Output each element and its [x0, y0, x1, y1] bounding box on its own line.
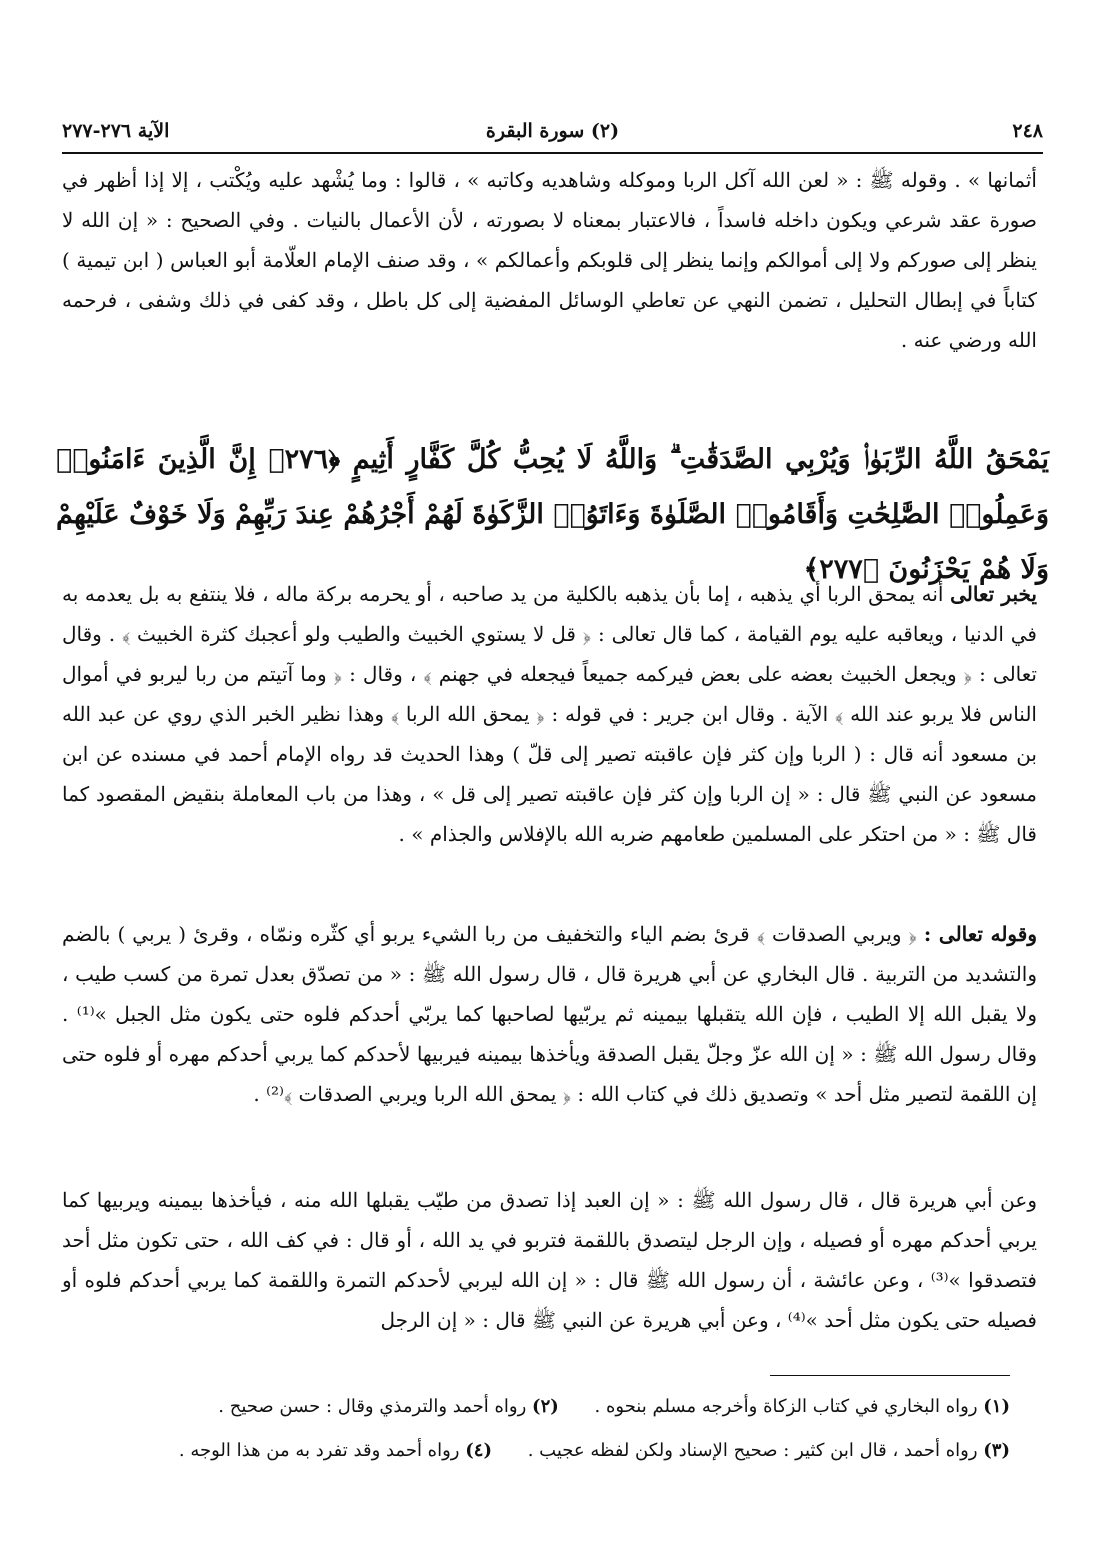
footnote-number: (١) [983, 1396, 1010, 1417]
tafsir-paragraph [62, 1180, 1037, 1340]
footnotes-row [62, 1396, 1010, 1417]
footnote-number: (٤) [465, 1440, 492, 1461]
page-number: ٢٤٨ [1012, 120, 1043, 142]
paragraph-lead: يخبر تعالى [950, 582, 1037, 606]
paragraph-text: أنه يمحق الربا أي يذهبه ، إما بأن يذهبه بالكلية من يد صاحبه ، أو يحرمه بركة ماله ، فلا ينتفع به بل يعدمه به في الدنيا ، ويعاقبه عليه يوم القيامة ، كما قال تعالى : ﴿ قل لا يستوي الخبيث والطيب ولو أعجبك كثرة الخبيث ﴾ . وقال تعالى : ﴿ ويجعل الخبيث بعضه على بعض فيركمه جميعاً فيجعله في جهنم ﴾ ، وقال : ﴿ وما آتيتم من ربا ليربو في أموال الناس فلا يربو عند الله ﴾ الآية . وقال ابن جرير : في قوله : ﴿ يمحق الله الربا ﴾ وهذا نظير الخبر الذي روي عن عبد الله بن مسعود أنه قال : ( الربا وإن كثر فإن عاقبته تصير إلى قلّ ) وهذا الحديث قد رواه الإمام أحمد في مسنده عن ابن مسعود عن النبي ﷺ قال : « إن الربا وإن كثر فإن عاقبته تصير إلى قل » ، وهذا من باب المعاملة بنقيض المقصود كما قال ﷺ : « من احتكر على المسلمين طعامهم ضربه الله بالإفلاس والجذام » . [62, 582, 1037, 846]
footnote-divider [770, 1375, 1010, 1376]
footnotes-row [62, 1440, 1010, 1461]
paragraph-lead: وقوله تعالى : [923, 922, 1037, 946]
footnote [528, 1440, 1010, 1461]
header-divider [62, 152, 1043, 154]
ayah-range: الآية ٢٧٦-٢٧٧ [62, 120, 170, 142]
tafsir-paragraph [62, 574, 1037, 854]
footnote-number: (٣) [983, 1440, 1010, 1461]
tafsir-paragraph [62, 914, 1037, 1114]
footnote-text: رواه أحمد ، قال ابن كثير : صحيح الإسناد ولكن لفظه عجيب . [527, 1440, 978, 1461]
page-header [62, 120, 1043, 150]
footnote [218, 1396, 559, 1417]
footnote-text: رواه أحمد وقد تفرد به من هذا الوجه . [178, 1440, 460, 1461]
footnote [595, 1396, 1010, 1417]
surah-title: (٢) سورة البقرة [485, 120, 620, 142]
footnote [179, 1440, 492, 1461]
paragraph-text: وعن أبي هريرة قال ، قال رسول الله ﷺ : « إن العبد إذا تصدق من طيّب يقبلها الله منه ، فيأخذها بيمينه ويربيها كما يربي أحدكم مهره أو فصيله ، وإن الرجل ليتصدق باللقمة فتربو في يد الله ، أو قال : في كف الله ، حتى تكون مثل أحد فتصدقوا »⁽³⁾ ، وعن عائشة ، أن رسول الله ﷺ قال : « إن الله ليربي لأحدكم التمرة واللقمة كما يربي أحدكم فلوه أو فصيله حتى يكون مثل أحد »⁽⁴⁾ ، وعن أبي هريرة عن النبي ﷺ قال : « إن الرجل [62, 1188, 1037, 1332]
paragraph-text: ﴿ ويربي الصدقات ﴾ قرئ بضم الياء والتخفيف من ربا الشيء يربو أي كثّره ونمّاه ، وقرئ ( يربي ) بالضم والتشديد من التربية . قال البخاري عن أبي هريرة قال ، قال رسول الله ﷺ : « من تصدّق بعدل تمرة من كسب طيب ، ولا يقبل الله إلا الطيب ، فإن الله يتقبلها بيمينه ثم يربّيها لصاحبها كما يربّي أحدكم فلوه حتى يكون مثل الجبل »⁽¹⁾ . وقال رسول الله ﷺ : « إن الله عزّ وجلّ يقبل الصدقة ويأخذها بيمينه فيربيها لأحدكم كما يربي أحدكم مهره أو فلوه حتى إن اللقمة لتصير مثل أحد » وتصديق ذلك في كتاب الله : ﴿ يمحق الله الربا ويربي الصدقات ﴾⁽²⁾ . [62, 922, 1037, 1106]
quran-verse: يَمْحَقُ اللَّهُ الرِّبَوٰا۟ وَيُرْبِي الصَّدَقَٰتِ ۗ وَاللَّهُ لَا يُحِبُّ كُلَّ كَفَّارٍ أَثِيمٍ ﴿٢٧٦﴾ إِنَّ الَّذِينَ ءَامَنُوا۟ وَعَمِلُوا۟ الصَّٰلِحَٰتِ وَأَقَامُوا۟ الصَّلَوٰةَ وَءَاتَوُا۟ الزَّكَوٰةَ لَهُمْ أَجْرُهُمْ عِندَ رَبِّهِمْ وَلَا خَوْفٌ عَلَيْهِمْ وَلَا هُمْ يَحْزَنُونَ ﴿٢٧٧﴾ [56, 444, 1049, 585]
footnote-text: رواه البخاري في كتاب الزكاة وأخرجه مسلم بنحوه . [594, 1396, 978, 1417]
footnote-number: (٢) [532, 1396, 559, 1417]
intro-paragraph: أثمانها » . وقوله ﷺ : « لعن الله آكل الربا وموكله وشاهديه وكاتبه » ، قالوا : وما يُشْهد عليه ويُكْتب ، إلا إذا أظهر في صورة عقد شرعي ويكون داخله فاسداً ، فالاعتبار بمعناه لا بصورته ، لأن الأعمال بالنيات . وفي الصحيح : « إن الله لا ينظر إلى صوركم ولا إلى أموالكم وإنما ينظر إلى قلوبكم وأعمالكم » ، وقد صنف الإمام العلّامة أبو العباس ( ابن تيمية ) كتاباً في إبطال التحليل ، تضمن النهي عن تعاطي الوسائل المفضية إلى كل باطل ، وقد كفى في ذلك وشفى ، فرحمه الله ورضي عنه . [62, 168, 1038, 352]
footnote-text: رواه أحمد والترمذي وقال : حسن صحيح . [218, 1396, 527, 1417]
